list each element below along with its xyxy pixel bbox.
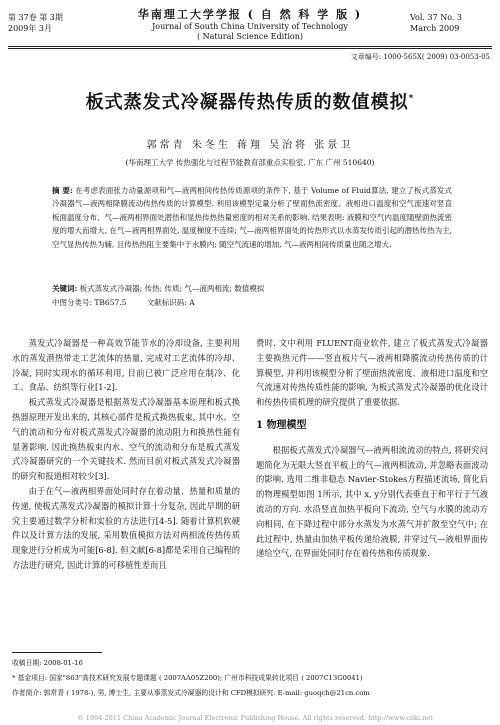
header-rule-bottom: [8, 48, 492, 49]
body-paragraph: 板式蒸发式冷凝器是根据蒸发式冷凝器基本原理和板式换热器原理开发出来的, 其核心部件是板式换热板束, 其中水、空气的流动和分布对板式蒸发式冷凝器的流动阻力和换热性能有显著影响. 因此换热板束内水、空气的流动和分布是板式蒸发式冷凝器研究的一个关键技术. 然而目前对板式蒸发式冷凝器的研究和报道相对较少[3].: [12, 397, 240, 482]
body-column-right: [256, 336, 488, 561]
classification: [52, 296, 452, 309]
doc-code-label: 文献标识码:: [146, 298, 187, 307]
header-date-en: March 2009: [410, 24, 460, 33]
keywords: [52, 282, 452, 295]
body-column-left: [12, 336, 240, 573]
author-affiliation: (华南理工大学 传热强化与过程节能教育部重点实验室, 广东 广州 510640): [125, 158, 375, 167]
header-date-cn: 2009年 3月: [8, 24, 52, 33]
footnote-author: 作者简介: 郭常青 ( 1978-), 男, 博士生, 主要从事蒸发式冷凝器的设计和 CFD模拟研究. E-mail: guoqch@21cn.com: [12, 689, 370, 697]
footnote-rule: [12, 652, 102, 653]
header-volume-en: Vol. 37 No. 3: [410, 13, 463, 22]
journal-edition-en: ( Natural Science Edition): [196, 32, 304, 41]
abstract: [52, 184, 452, 251]
journal-name-cn: 华南理工大学学报 ( 自 然 科 学 版 ): [137, 8, 363, 21]
journal-name-en: Journal of South China University of Technology: [152, 22, 348, 31]
clc-code: TB657.5: [94, 298, 127, 307]
section-heading-1: 1 物理模型: [256, 419, 307, 431]
body-paragraph: 根据板式蒸发式冷凝器气—液两相流流动的特点, 将研究问题简化为无限大竖直平板上的气—液两相流动, 并忽略表面波动的影响. 选用二维非稳态 Navier-Stokes方程描述流场, 简化后的物理模型如图 1所示, 其中 x, y分别代表垂直于和平行于气液流动的方向. 水沿竖直加热平板向下流动, 空气与水膜的流动方向相同, 在下降过程中部分水蒸发为水蒸气并扩散至空气中; 在此过程中, 热量由加热平板传递给液膜, 并穿过气—液相界面传递给空气, 在界面处同时存在着传热和传质现象.: [256, 444, 488, 559]
article-title-text: 板式蒸发式冷凝器传热传质的数值模拟: [85, 92, 409, 113]
header-issue-right: [410, 12, 492, 34]
title-footnote-mark: *: [408, 94, 415, 104]
header-rule-top: [8, 46, 492, 47]
keywords-label: 关键词:: [52, 284, 78, 293]
header-issue-left: [8, 12, 63, 34]
abstract-text: 在考虑表面张力动量源项和气—液两相间传热传质源项的条件下, 基于 Volume of Fluid算法, 建立了板式蒸发式冷凝器气—液两相降膜流动传热传质的计算模型. 利用该模型定量分析了壁面热流密度、液相进口温度和空气流速对竖直板面温度分布、气—液两相界面处潜热和显热传热热量密度的相对关系的影响. 结果表明: 液膜和空气内温度随壁面热流密度的增大而增大, 在气—液两相界面处, 温度梯度不连续; 气—液两相界面处的传热形式以水蒸发传质引起的潜热传热为主, 空气显热传热为辅, 且传热热阻主要集中于水膜内; 随空气流速的增加, 气—液两相间传质量也随之增大.: [52, 186, 452, 249]
header-volume-cn: 第 37卷 第 3期: [8, 13, 63, 22]
keywords-text: 板式蒸发式冷凝器; 传热; 传质; 气—液两相流; 数值模拟: [79, 284, 265, 293]
body-paragraph: 由于在气—液两相界面处同时存在着动量、热量和质量的传递, 使板式蒸发式冷凝器的模拟计算十分复杂, 因此早期的研究主要通过数学分析和实验的方法进行[4-5]. 随着计算机软硬件以及计算方法的发展, 采用数值模拟方法对两相流传热传质现象进行分析成为可能[6-8]. 但文献[6-8]都是采用自己编程的方法进行研究, 因此计算的可移植性差而且: [12, 485, 240, 570]
article-number: 文章编号: 1000-565X( 2009) 03-0053-05: [350, 53, 490, 61]
clc-label: 中图分类号:: [52, 298, 93, 307]
doc-code-value: A: [189, 298, 195, 307]
footnote-received: 收稿日期: 2008-01-16: [12, 659, 83, 667]
header-journal-name: [130, 8, 370, 42]
body-paragraph: 蒸发式冷凝器是一种高效节能节水的冷却设备, 主要利用水的蒸发潜热带走工艺流体的热量, 完成对工艺流体的冷却、冷凝, 同时实现水的循环利用, 目前已被广泛应用在制冷、化工、食品、纺织等行业[1-2].: [12, 338, 240, 393]
abstract-label: 摘 要:: [52, 186, 73, 195]
author-list: 郭常青 朱冬生 蒋翔 吴治将 张景卫: [146, 140, 354, 151]
article-title: [20, 88, 480, 114]
doc-code-field: [147, 296, 195, 309]
clc-field: [52, 296, 126, 309]
copyright-watermark: © 1994-2011 China Academic Journal Electronic Publishing House. All rights reserved. http://www.cnki.net: [77, 714, 433, 722]
body-paragraph: 费时. 文中利用 FLUENT商业软件, 建立了板式蒸发式冷凝器主要换热元件——竖直板片气—液两相降膜流动传热传质的计算模型, 并利用该模型分析了壁面热流密度、液相进口温度和空气流速对传热传质性能的影响, 为板式蒸发式冷凝器的优化设计和传热传质机理的研究提供了重要依据.: [256, 338, 488, 408]
footnote-fund: * 基金项目: 国家"863"高技术研究发展专题课题 ( 2007AA05Z200); 广州市科技成果转化项目 ( 2007C13G0041): [12, 674, 363, 682]
